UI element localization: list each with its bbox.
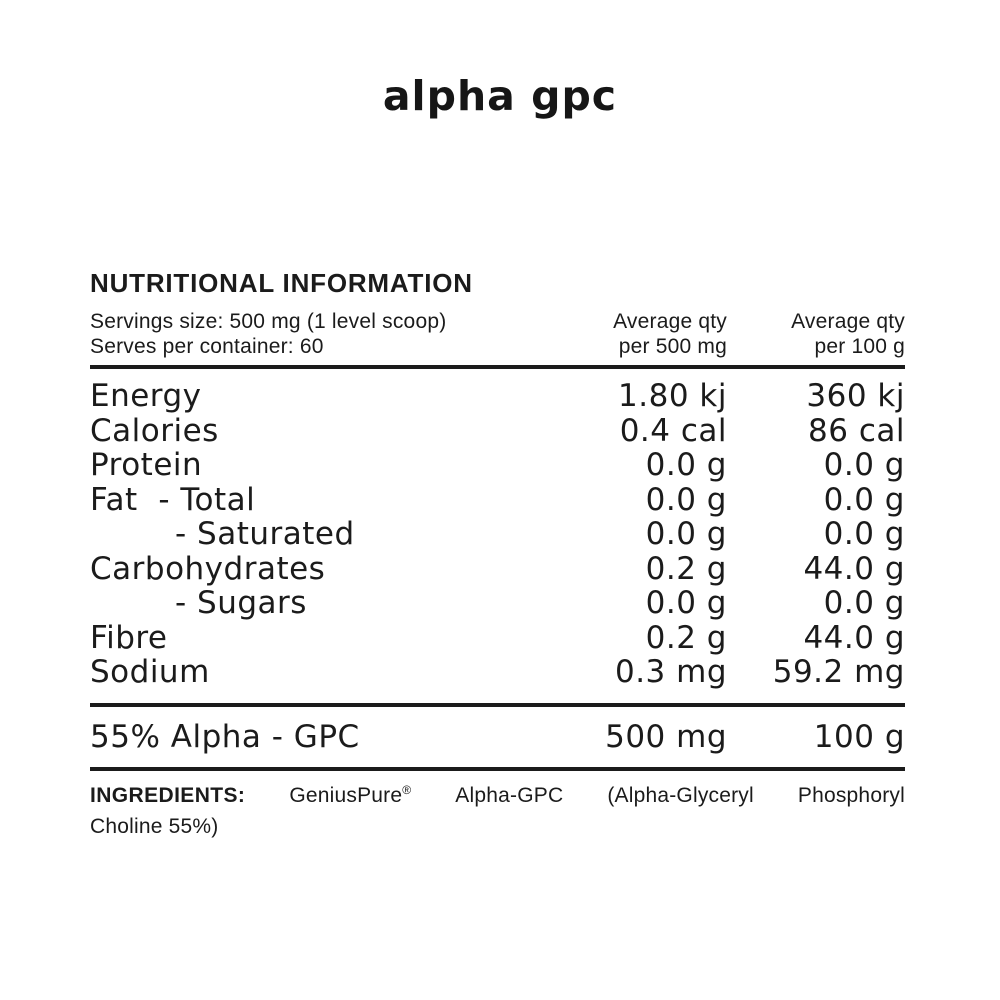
product-title: alpha gpc: [382, 72, 618, 120]
row-label: Energy: [90, 378, 202, 414]
row-value-per-serve: 500 mg: [605, 718, 727, 755]
nutrition-panel: [90, 268, 905, 842]
ingredients-line2: Choline 55%): [90, 814, 219, 838]
table-row-calories: [90, 414, 905, 449]
serving-info: [90, 309, 537, 359]
qty-column-header-line1: Average qty: [791, 310, 905, 333]
row-label: Fat - Total: [90, 481, 256, 518]
ingredients-brand: GeniusPure®: [289, 782, 412, 807]
ingredients-label: INGREDIENTS:: [90, 783, 246, 807]
ingredients-word: Alpha-GPC: [455, 783, 564, 807]
row-value-per-100g: 0.0 g: [823, 516, 905, 552]
row-label: Sodium: [90, 654, 210, 690]
row-value-per-serve: 0.0 g: [645, 481, 727, 518]
table-header: [90, 309, 905, 369]
qty-column-header-line2: per 500 mg: [618, 335, 727, 358]
serving-size-line: Servings size: 500 mg (1 level scoop): [90, 310, 447, 333]
table-row-fat-total: [90, 483, 905, 518]
row-value-per-serve: 0.0 g: [645, 585, 727, 621]
table-row-carbohydrates: [90, 552, 905, 587]
row-value-per-serve: 0.0 g: [645, 516, 727, 552]
row-value-per-serve: 0.3 mg: [614, 654, 727, 690]
row-value-per-serve: 1.80 kj: [618, 378, 727, 414]
row-label: Fibre: [90, 619, 168, 656]
qty-column-header-line2: per 100 g: [814, 335, 905, 358]
row-label: Calories: [90, 412, 219, 449]
nutrition-heading: NUTRITIONAL INFORMATION: [90, 268, 473, 298]
table-row-alpha-gpc: [90, 707, 905, 771]
table-row-energy: [90, 379, 905, 414]
table-row-fat-saturated: [90, 517, 905, 552]
ingredients-line1: [90, 780, 905, 811]
row-value-per-100g: 44.0 g: [803, 619, 905, 656]
ingredients-paragraph: [90, 780, 905, 842]
qty-column-header-line1: Average qty: [613, 310, 727, 333]
row-value-per-100g: 0.0 g: [823, 447, 905, 483]
row-value-per-100g: 0.0 g: [823, 585, 905, 621]
serves-per-container-line: Serves per container: 60: [90, 335, 324, 358]
table-row-fibre: [90, 621, 905, 656]
row-label: Protein: [90, 447, 203, 483]
table-row-sugars: [90, 586, 905, 621]
ingredients-word: Phosphoryl: [797, 783, 905, 807]
row-value-per-serve: 0.0 g: [645, 447, 727, 483]
qty-column-header-per-100g: [727, 309, 905, 359]
row-value-per-100g: 59.2 mg: [772, 654, 905, 690]
row-value-per-serve: 0.2 g: [645, 619, 727, 656]
row-value-per-100g: 100 g: [813, 718, 905, 755]
registered-trademark-symbol: ®: [402, 782, 412, 797]
row-value-per-100g: 0.0 g: [823, 481, 905, 518]
qty-column-header-per-500mg: [537, 309, 727, 359]
row-value-per-serve: 0.4 cal: [619, 412, 727, 449]
table-row-sodium: [90, 655, 905, 690]
row-label: - Sugars: [175, 585, 307, 621]
row-label: 55% Alpha - GPC: [90, 718, 360, 755]
row-label: - Saturated: [175, 516, 355, 552]
nutrition-table: [90, 369, 905, 707]
row-value-per-serve: 0.2 g: [645, 550, 727, 587]
row-value-per-100g: 360 kj: [806, 378, 905, 414]
row-value-per-100g: 86 cal: [808, 412, 905, 449]
ingredients-word: (Alpha-Glyceryl: [607, 783, 754, 807]
row-value-per-100g: 44.0 g: [803, 550, 905, 587]
row-label: Carbohydrates: [90, 550, 326, 587]
table-row-protein: [90, 448, 905, 483]
